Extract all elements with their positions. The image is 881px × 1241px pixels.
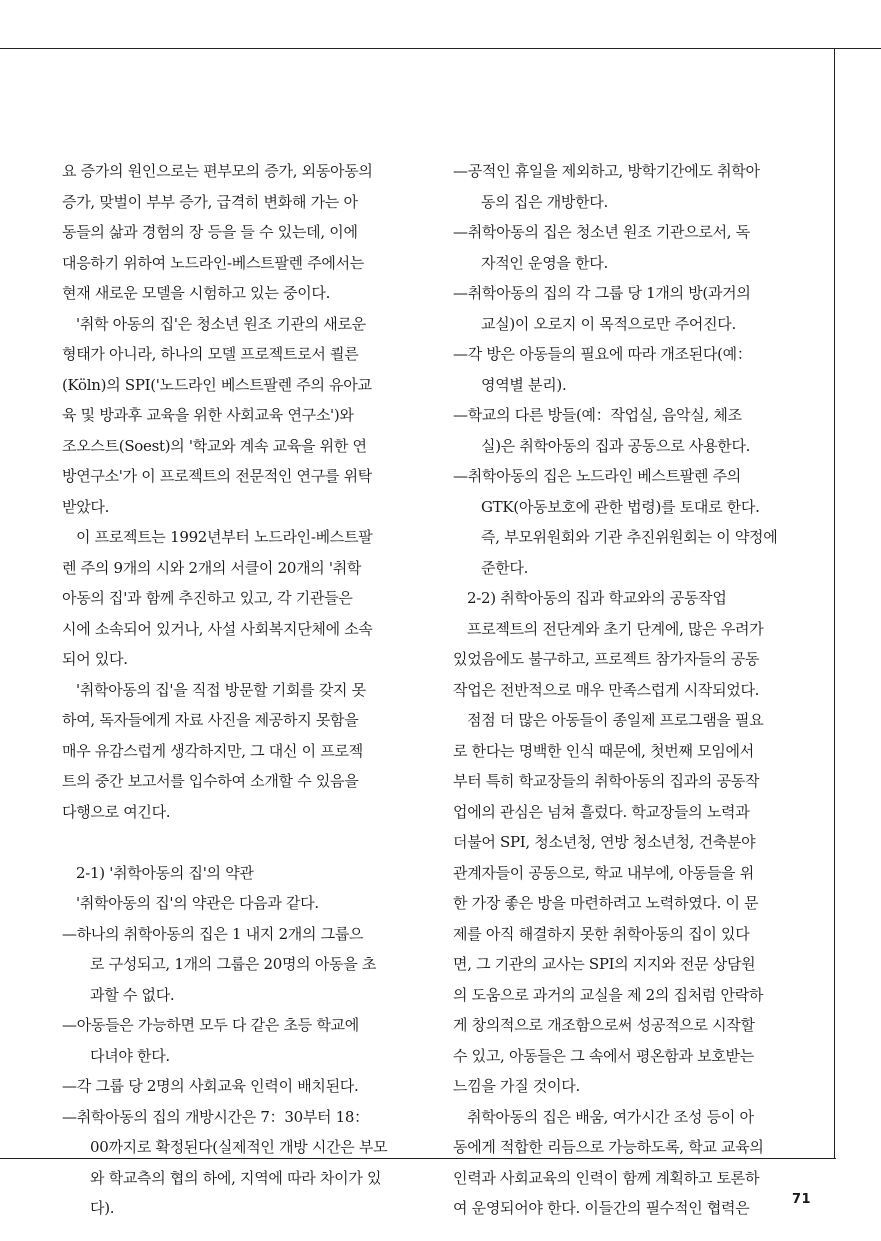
list-item-cont: GTK(아동보호에 관한 법령)를 토대로 한다. [481,497,760,516]
text-line: 동들의 삶과 경험의 장 등을 들 수 있는데, 이에 [62,223,358,241]
text-line: 동에게 적합한 리듬으로 가능하도록, 학교 교육의 [453,1138,764,1156]
list-item: —공적인 휴일을 제외하고, 방학기간에도 취학아 [453,162,760,180]
text-line: 의 도움으로 과거의 교실을 제 2의 집처럼 안락하 [453,985,764,1004]
text-line: 방연구소'가 이 프로젝트의 전문적인 연구를 위탁 [62,467,372,485]
text-line: 면, 그 기관의 교사는 SPI의 지지와 전문 상담원 [453,955,756,973]
list-item-cont: 다). [90,1199,115,1217]
list-item-cont: 자적인 운영을 한다. [481,253,608,272]
text-line: 아동의 집'과 함께 추진하고 있고, 각 기관들은 [62,589,353,607]
list-item: —각 방은 아동들의 필요에 따라 개조된다(예： [453,345,752,363]
text-line: '취학아동의 집'을 직접 방문할 기회를 갖지 못 [76,680,366,699]
paragraph-gap [62,827,437,858]
list-item: —각 그룹 당 2명의 사회교육 인력이 배치된다. [62,1077,359,1095]
list-item-cont: 교실)이 오로지 이 목적으로만 주어진다. [481,314,736,333]
text-line: 하여, 독자들에게 자료 사진을 제공하지 못함을 [62,711,359,729]
list-item-cont: 동의 집은 개방한다. [481,192,608,211]
text-line: 더불어 SPI, 청소년청, 연방 청소년청, 건축분야 [453,833,756,851]
text-line: 업에의 관심은 넘쳐 흘렀다. 학교장들의 노력과 [453,802,750,821]
text-line: 렌 주의 9개의 시와 2개의 서클이 20개의 '취학 [62,558,362,577]
list-item: —학교의 다른 방들(예：작업실, 음악실, 체조 [453,406,742,424]
text-line: 매우 유감스럽게 생각하지만, 그 대신 이 프로젝 [62,741,363,760]
right-rule [834,48,835,1158]
text-line: 한 가장 좋은 방을 마련하려고 노력하였다. 이 문 [453,894,759,912]
text-line: 작업은 전반적으로 매우 만족스럽게 시작되었다. [453,680,760,699]
list-item: —취학아동의 집은 노드라인 베스트팔렌 주의 [453,467,741,485]
page-number: 71 [792,1192,812,1207]
text-line: 형태가 아니라, 하나의 모델 프로젝트로서 쾰른 [62,345,359,363]
text-line: 다행으로 여긴다. [62,802,171,821]
text-line: 받았다. [62,497,110,516]
text-line: 점점 더 많은 아동들이 종일제 프로그램을 필요 [467,711,764,729]
list-item: —취학아동의 집은 청소년 원조 기관으로서, 독 [453,223,750,241]
left-column [62,156,437,1224]
list-item-cont: 즉, 부모위원회와 기관 추진위원회는 이 약정에 [481,528,778,546]
text-line: 인력과 사회교육의 인력이 함께 계획하고 토론하 [453,1168,760,1187]
section-heading: 2-1) '취학아동의 집'의 약관 [76,863,254,882]
list-item-cont: 과할 수 없다. [90,985,175,1004]
text-line: 제를 아직 해결하지 못한 취학아동의 집이 있다 [453,924,750,943]
text-line: 육 및 방과후 교육을 위한 사회교육 연구소')와 [62,406,354,424]
text-line: 느낌을 가질 것이다. [453,1077,580,1095]
right-column [453,156,828,1224]
list-item-cont: 영역별 분리). [481,375,567,394]
text-line: 여 운영되어야 한다. 이들간의 필수적인 협력은 [453,1199,750,1217]
text-line: 수 있고, 아동들은 그 속에서 평온함과 보호받는 [453,1046,754,1065]
text-line: 요 증가의 원인으로는 편부모의 증가, 외동아동의 [62,162,373,180]
list-item-cont: 준한다. [481,558,529,577]
list-item-cont: 로 구성되고, 1개의 그룹은 20명의 아동을 초 [90,955,377,973]
text-line: 증가, 맞벌이 부부 증가, 급격히 변화해 가는 아 [62,192,358,211]
text-line: 취학아동의 집은 배움, 여가시간 조성 등이 아 [467,1107,754,1126]
section-heading: 2-2) 취학아동의 집과 학교와의 공동작업 [467,589,727,607]
text-line: 있었음에도 불구하고, 프로젝트 참가자들의 공동 [453,650,760,668]
text-line: 관계자들이 공동으로, 학교 내부에, 아동들을 위 [453,863,754,882]
text-line: 트의 중간 보고서를 입수하여 소개할 수 있음을 [62,772,359,790]
list-item-cont: 실)은 취학아동의 집과 공동으로 사용한다. [481,436,751,455]
list-item: —하나의 취학아동의 집은 1 내지 2개의 그룹으 [62,924,364,943]
text-line: 현재 새로운 모델을 시험하고 있는 중이다. [62,284,331,302]
top-rule [0,48,881,49]
text-line: 로 한다는 명백한 인식 때문에, 첫번째 모임에서 [453,741,754,760]
text-line: 부터 특히 학교장들의 취학아동의 집과의 공동작 [453,772,760,790]
text-line: 시에 소속되어 있거나, 사설 사회복지단체에 소속 [62,619,373,638]
text-line: 이 프로젝트는 1992년부터 노드라인-베스트팔 [76,528,373,546]
text-line: 대응하기 위하여 노드라인-베스트팔렌 주에서는 [62,253,364,272]
text-line: 게 창의적으로 개조함으로써 성공적으로 시작할 [453,1016,755,1034]
list-item: —취학아동의 집의 각 그룹 당 1개의 방(과거의 [453,284,751,302]
text-line: 되어 있다. [62,650,128,668]
text-line: '취학 아동의 집'은 청소년 원조 기관의 새로운 [76,314,366,333]
text-line: '취학아동의 집'의 약관은 다음과 같다. [76,894,319,912]
list-item: —아동들은 가능하면 모두 다 같은 초등 학교에 [62,1016,359,1034]
text-line: (Köln)의 SPI('노드라인 베스트팔렌 주의 유아교 [62,375,372,394]
list-item: —취학아동의 집의 개방시간은 7：30부터 18： [62,1107,369,1126]
text-line: 프로젝트의 전단계와 초기 단계에, 많은 우려가 [467,619,764,638]
list-item-cont: 다녀야 한다. [90,1046,170,1065]
text-line: 조오스트(Soest)의 '학교와 계속 교육을 위한 연 [62,436,367,455]
list-item-cont: 와 학교측의 협의 하에, 지역에 따라 차이가 있 [90,1168,382,1187]
list-item-cont: 00까지로 확정된다(실제적인 개방 시간은 부모 [90,1138,388,1156]
